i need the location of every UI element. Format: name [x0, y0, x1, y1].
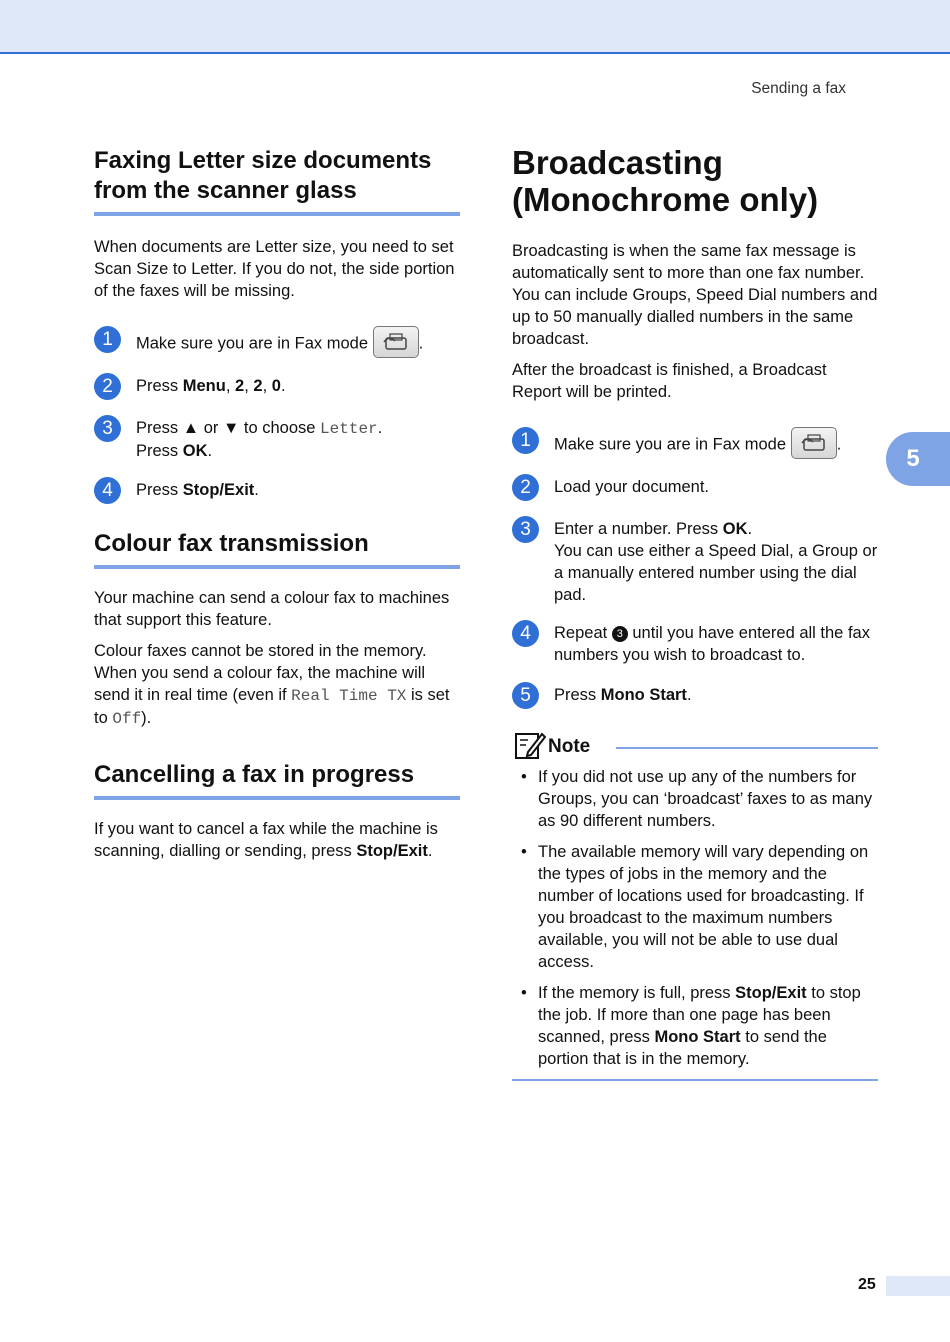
letter-size-intro: When documents are Letter size, you need to set Scan Size to Letter. If you do not, the side portion of the faxes will be missing.: [94, 238, 455, 300]
menu-key: Menu: [182, 377, 226, 395]
step-text: Press: [136, 419, 183, 437]
section-title-letter-size: Faxing Letter size documents from the scanner glass: [94, 146, 460, 216]
section-title-cancel: Cancelling a fax in progress: [94, 760, 460, 800]
note-list: [512, 766, 878, 1070]
up-arrow-icon: ▲: [182, 419, 200, 437]
step-text: Enter a number. Press: [554, 520, 723, 538]
key-2b: 2: [253, 377, 263, 395]
mono-start-key: Mono Start: [654, 1028, 741, 1046]
step-number: 2: [94, 373, 121, 400]
note-end-divider: [512, 1079, 878, 1081]
step-number: 3: [94, 415, 121, 442]
note-text: to send the portion that is in the memory.: [538, 1028, 827, 1068]
stop-exit-key: Stop/Exit: [735, 984, 807, 1002]
running-title: Sending a fax: [751, 80, 846, 97]
stop-exit-key: Stop/Exit: [182, 481, 255, 499]
broadcast-report-note: After the broadcast is finished, a Broadcast Report will be printed.: [512, 361, 827, 401]
step-text: Press: [136, 442, 183, 460]
cancel-paragraph: If you want to cancel a fax while the machine is scanning, dialling or sending, press Stop/Exit.: [94, 820, 438, 860]
chapter-tab: 5: [886, 432, 950, 486]
page-title: [512, 144, 878, 218]
note-header: [512, 730, 878, 760]
cancel-text: If you want to cancel a fax while the machine is scanning, dialling or sending, press: [94, 820, 438, 860]
step-number: 4: [94, 477, 121, 504]
step-2: [512, 476, 878, 508]
step-number: 1: [94, 326, 121, 353]
step-2: 2 Press Menu, 2, 2, 0.: [94, 375, 460, 407]
lcd-text: Off: [112, 710, 142, 728]
step-3: 3 Press ▲ or ▼ to choose Letter. Press OK.: [94, 417, 460, 469]
note-divider: [616, 747, 878, 749]
step-text: or: [199, 419, 223, 437]
fax-key-icon: [373, 326, 419, 358]
ok-key: OK: [182, 442, 208, 460]
step-text: Press: [554, 686, 601, 704]
step-number: 1: [512, 427, 539, 454]
title-line: Broadcasting: [512, 144, 723, 181]
step-number: 5: [512, 682, 539, 709]
step-5: 5 Press Mono Start.: [512, 684, 878, 706]
step-text: to choose: [239, 419, 321, 437]
step-4: 4 Press Stop/Exit.: [94, 479, 460, 501]
key-2: 2: [235, 377, 245, 395]
step-number: 3: [512, 516, 539, 543]
step-1: 1 Make sure you are in Fax mode .: [512, 429, 878, 469]
note-item: [512, 982, 878, 1070]
step-text: Press: [136, 377, 183, 395]
lcd-text: Real Time TX: [291, 687, 407, 705]
fax-key-icon: [791, 427, 837, 459]
step-1: 1 Make sure you are in Fax mode .: [94, 328, 460, 368]
down-arrow-icon: ▼: [222, 419, 240, 437]
step-text: You can use either a Speed Dial, a Group or a manually entered number using the dial pad.: [554, 542, 878, 604]
note-text: to stop the job. If more than one page has been scanned, press: [538, 984, 861, 1046]
key-0: 0: [271, 377, 281, 395]
broadcast-steps: [512, 429, 878, 706]
step-text: until you have entered all the fax numbers you wish to broadcast to.: [554, 624, 870, 664]
note-item: • If you did not use up any of the numbers for Groups, you can ‘broadcast’ faxes to as many as 90 different numbers.: [512, 766, 878, 832]
page-number-bar: [886, 1276, 950, 1296]
ok-key: OK: [722, 520, 748, 538]
note-title: Note: [548, 736, 591, 757]
colour-fax-p2: [94, 640, 460, 730]
step-text: Make sure you are in Fax mode: [554, 435, 787, 454]
step-text: Press: [136, 481, 183, 499]
step-reference-badge: 3: [612, 626, 628, 642]
section-title-colour-fax: Colour fax transmission: [94, 529, 460, 569]
colour-fax-text: ).: [141, 709, 152, 727]
page-number: 25: [858, 1276, 876, 1293]
lcd-text: Letter: [320, 420, 378, 438]
header-band: [0, 0, 950, 54]
colour-fax-p1: Your machine can send a colour fax to machines that support this feature.: [94, 589, 450, 629]
left-column: [94, 146, 460, 862]
note-pencil-icon: [514, 730, 546, 765]
step-4: [512, 622, 878, 674]
note-item: • The available memory will vary depending on the types of jobs in the memory and the number of locations used for broadcasting. If you broadcast to the maximum numbers available, you will not be able to use dual access.: [512, 841, 878, 973]
title-line: (Monochrome only): [512, 181, 819, 218]
step-number: 2: [512, 474, 539, 501]
step-number: 4: [512, 620, 539, 647]
mono-start-key: Mono Start: [600, 686, 687, 704]
stop-exit-key: Stop/Exit: [356, 842, 428, 860]
step-3: 3 Enter a number. Press OK. You can use either a Speed Dial, a Group or a manually entered number using the dial pad.: [512, 518, 878, 606]
step-text: Repeat: [554, 624, 612, 642]
step-text: Load your document.: [554, 478, 710, 496]
broadcast-intro: Broadcasting is when the same fax message is automatically sent to more than one fax number. You can include Groups, Speed Dial numbers and up to 50 manually dialled numbers in the same broadcast.: [512, 242, 878, 348]
colour-fax-text: is set to: [94, 686, 450, 727]
step-text: Make sure you are in Fax mode: [136, 334, 369, 353]
note-text: If the memory is full, press: [538, 984, 736, 1002]
right-column: [512, 144, 878, 1081]
colour-fax-text: Colour faxes cannot be stored in the memory. When you send a colour fax, the machine will send it in real time (even if: [94, 642, 427, 704]
letter-steps: [94, 328, 460, 501]
